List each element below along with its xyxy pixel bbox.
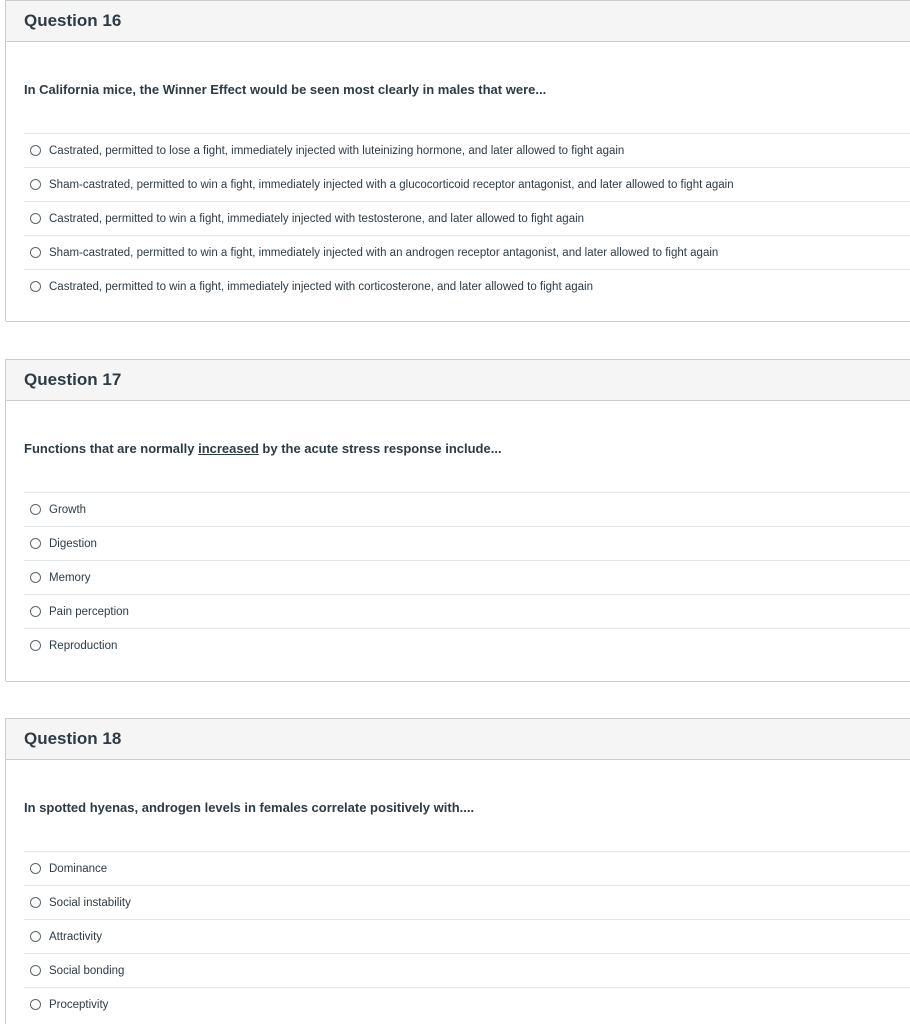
radio-button[interactable] xyxy=(30,897,41,908)
answer-option[interactable] xyxy=(24,885,910,919)
radio-button[interactable] xyxy=(30,145,41,156)
answer-label: Growth xyxy=(49,503,87,516)
answer-option[interactable] xyxy=(24,526,910,560)
answer-option[interactable] xyxy=(24,167,910,201)
question-text: In California mice, the Winner Effect would be seen most clearly in males that were... xyxy=(24,82,547,97)
answer-option[interactable] xyxy=(24,851,910,885)
radio-button[interactable] xyxy=(30,247,41,258)
answer-option[interactable] xyxy=(24,953,910,987)
answer-label: Digestion xyxy=(49,537,97,550)
question-title: Question 17 xyxy=(24,370,122,389)
question-text: In spotted hyenas, androgen levels in females correlate positively with.... xyxy=(24,800,475,815)
answer-label: Castrated, permitted to win a fight, immediately injected with corticosterone, and later allowed to fight again xyxy=(49,280,593,293)
divider xyxy=(6,681,910,682)
radio-button[interactable] xyxy=(30,640,41,651)
answer-list xyxy=(24,492,910,662)
answer-label: Pain perception xyxy=(49,605,129,618)
question-18 xyxy=(5,718,910,1024)
radio-button[interactable] xyxy=(30,931,41,942)
divider xyxy=(6,321,910,322)
radio-button[interactable] xyxy=(30,606,41,617)
radio-button[interactable] xyxy=(30,281,41,292)
radio-button[interactable] xyxy=(30,572,41,583)
question-text-end: by the acute stress response include... xyxy=(258,441,502,456)
question-16 xyxy=(5,0,910,321)
answer-option[interactable] xyxy=(24,133,910,167)
answer-label: Attractivity xyxy=(49,930,103,943)
answer-label: Social instability xyxy=(49,896,131,909)
radio-button[interactable] xyxy=(30,179,41,190)
answer-option[interactable] xyxy=(24,919,910,953)
answer-label: Reproduction xyxy=(49,639,118,652)
answer-option[interactable] xyxy=(24,235,910,269)
answer-label: Sham-castrated, permitted to win a fight, immediately injected with an androgen receptor antagonist, and later allowed to fight again xyxy=(49,246,719,259)
question-text xyxy=(6,441,502,456)
question-text-emphasis: increased xyxy=(198,441,259,456)
answer-label: Sham-castrated, permitted to win a fight, immediately injected with a glucocorticoid receptor antagonist, and later allowed to fight again xyxy=(49,178,734,191)
answer-option[interactable] xyxy=(24,492,910,526)
answer-label: Social bonding xyxy=(49,964,125,977)
radio-button[interactable] xyxy=(30,504,41,515)
radio-button[interactable] xyxy=(30,863,41,874)
question-text-start: Functions that are normally xyxy=(24,441,199,456)
answer-list xyxy=(24,133,910,303)
radio-button[interactable] xyxy=(30,538,41,549)
answer-option[interactable] xyxy=(24,269,910,303)
answer-label: Dominance xyxy=(49,862,108,875)
answer-option[interactable] xyxy=(24,628,910,662)
radio-button[interactable] xyxy=(30,213,41,224)
answer-list xyxy=(24,851,910,1021)
answer-label: Castrated, permitted to win a fight, immediately injected with testosterone, and later allowed to fight again xyxy=(49,212,585,225)
answer-label: Memory xyxy=(49,571,91,584)
answer-option[interactable] xyxy=(24,987,910,1021)
answer-option[interactable] xyxy=(24,560,910,594)
answer-option[interactable] xyxy=(24,201,910,235)
question-17 xyxy=(5,359,910,681)
question-header xyxy=(6,360,910,401)
question-header xyxy=(6,1,910,42)
question-header xyxy=(6,719,910,760)
answer-label: Proceptivity xyxy=(49,998,109,1011)
question-title: Question 18 xyxy=(24,729,122,748)
radio-button[interactable] xyxy=(30,965,41,976)
answer-label: Castrated, permitted to lose a fight, immediately injected with luteinizing hormone, and later allowed to fight again xyxy=(49,144,625,157)
answer-option[interactable] xyxy=(24,594,910,628)
radio-button[interactable] xyxy=(30,999,41,1010)
question-title: Question 16 xyxy=(24,11,122,30)
